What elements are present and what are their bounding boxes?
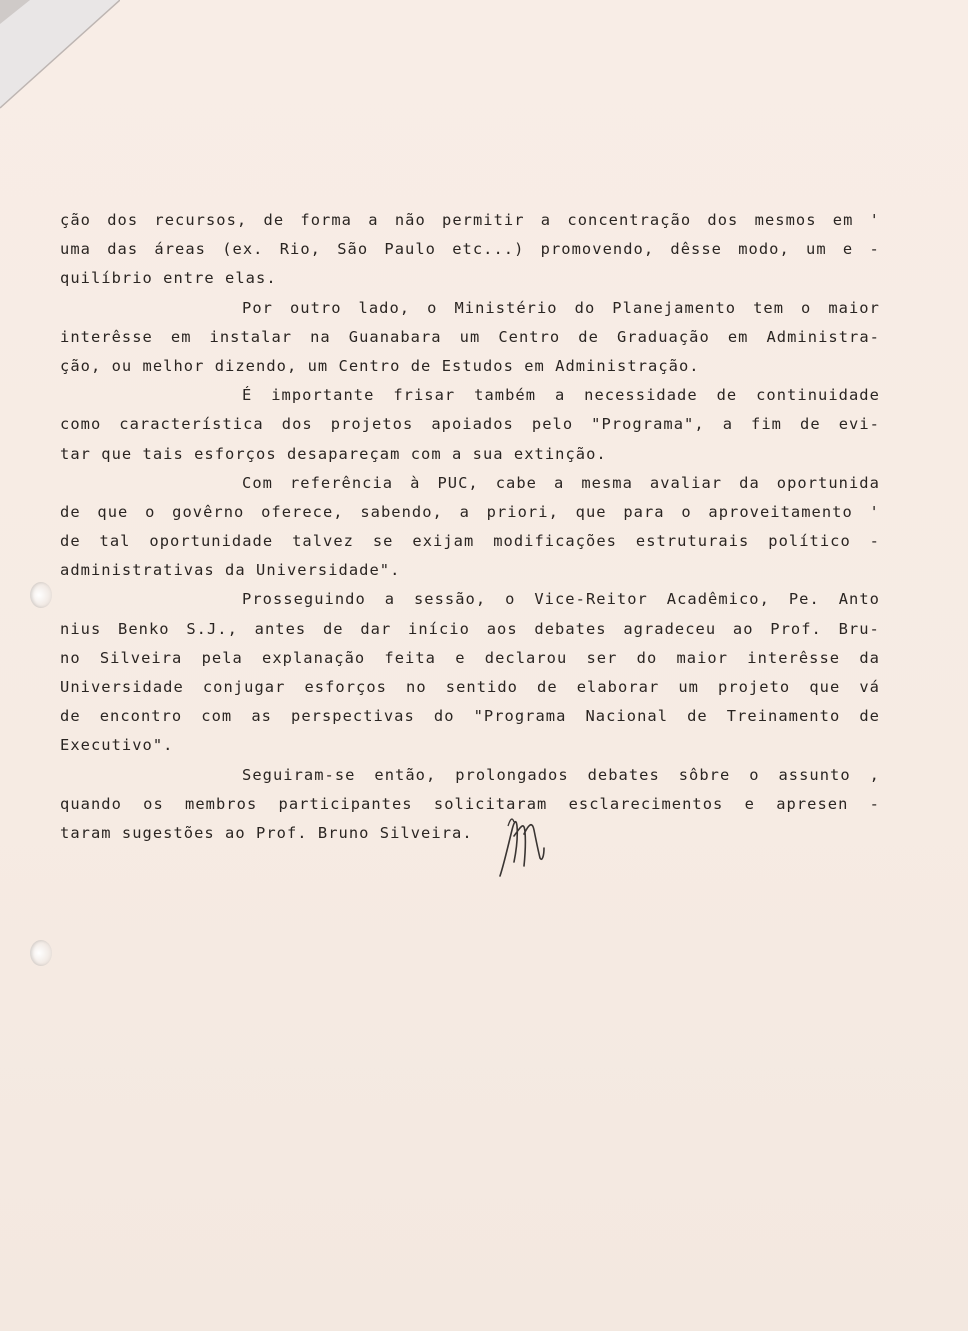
punch-hole-bottom	[30, 940, 52, 966]
word: uma	[60, 240, 91, 259]
text-line-18	[60, 702, 880, 731]
word: de	[859, 707, 880, 726]
word: frisar	[393, 386, 456, 405]
word: explanação	[262, 648, 366, 667]
word: sessão,	[413, 590, 487, 609]
word: priori,	[486, 502, 559, 521]
word: Prosseguindo	[242, 590, 366, 609]
word: de	[800, 415, 821, 434]
word: de	[263, 211, 285, 229]
word: que	[809, 678, 841, 696]
text-line-13: administrativas da Universidade".	[60, 561, 401, 580]
word: São	[337, 240, 369, 259]
word: Centro	[498, 327, 561, 346]
word: político	[768, 532, 851, 551]
word: Nacional	[585, 707, 669, 726]
word: ao	[732, 619, 754, 638]
word: de	[60, 707, 81, 726]
text-line-7	[60, 381, 880, 410]
word: projetos	[330, 415, 414, 434]
word: no	[60, 648, 81, 667]
word: início	[408, 619, 470, 638]
word: sôbre	[678, 765, 731, 784]
word: Treinamento	[726, 707, 841, 726]
text-line-1	[60, 206, 880, 235]
word: da	[859, 648, 880, 667]
word: um	[806, 240, 827, 259]
word: e	[455, 648, 466, 667]
word: Pe.	[788, 590, 820, 609]
word: continuidade	[756, 386, 880, 405]
word: etc...)	[452, 240, 525, 259]
word: Benko	[118, 619, 170, 638]
handwritten-initials	[498, 806, 558, 880]
text-line-12	[60, 527, 880, 556]
word: apoiados	[431, 415, 514, 434]
word: oportunidade	[149, 532, 274, 551]
word: dêsse	[670, 240, 722, 259]
word: esclarecimentos	[568, 794, 724, 813]
word: tem	[753, 298, 785, 317]
word: que	[575, 502, 607, 521]
word: de	[716, 386, 738, 405]
word: mesmos	[754, 211, 817, 229]
word: os	[143, 794, 164, 813]
word: Com	[242, 473, 273, 492]
word: ser	[586, 648, 618, 667]
word: como	[60, 415, 102, 434]
word: não	[394, 211, 426, 229]
word: agradeceu	[623, 619, 717, 638]
word: participantes	[278, 794, 413, 813]
typed-text	[60, 206, 880, 848]
word: característica	[119, 415, 264, 434]
word: "Programa",	[591, 415, 705, 434]
text-line-22: taram sugestões ao Prof. Bruno Silveira.	[60, 823, 473, 842]
word: se	[372, 532, 394, 551]
word: encontro	[99, 707, 183, 726]
word: vá	[859, 678, 880, 696]
word: e	[744, 794, 755, 813]
word: projeto	[718, 678, 791, 696]
word: Prof.	[770, 619, 822, 638]
word: importante	[271, 386, 375, 405]
word: da	[739, 473, 760, 492]
word: Guanabara	[348, 327, 442, 346]
word: a	[459, 502, 470, 521]
word: dos	[707, 211, 739, 229]
word: debates	[534, 619, 607, 638]
text-line-3: quilíbrio entre elas.	[60, 269, 277, 288]
text-line-5	[60, 323, 880, 352]
word: sabendo,	[360, 502, 443, 521]
folded-corner	[0, 0, 120, 120]
word: ção	[60, 211, 91, 229]
text-line-17	[60, 673, 880, 702]
word: Silveira	[99, 648, 183, 667]
word: de	[60, 532, 81, 551]
word: referência	[289, 473, 394, 492]
word: dos	[107, 211, 139, 229]
word: de	[687, 707, 708, 726]
word: o	[427, 298, 438, 317]
word: das	[107, 240, 139, 259]
text-line-8	[60, 410, 880, 439]
word: de	[60, 502, 81, 521]
word: e	[842, 240, 854, 259]
word: govêrno	[172, 502, 245, 521]
word: a	[540, 211, 552, 229]
word: declarou	[484, 648, 568, 667]
word: interêsse	[747, 648, 841, 667]
word: fim	[751, 415, 782, 434]
word: de	[322, 619, 344, 638]
text-line-6: ção, ou melhor dizendo, um Centro de Estudos em Administração.	[60, 356, 700, 375]
word: o	[749, 765, 760, 784]
word: estruturais	[635, 532, 750, 551]
word: no	[406, 678, 427, 696]
word: Planejamento	[612, 298, 737, 317]
text-line-9: tar que tais esforços desapareçam com a sua extinção.	[60, 444, 607, 463]
word: '	[869, 211, 880, 229]
word: PUC,	[437, 473, 479, 492]
word: Seguiram-se	[242, 765, 356, 784]
word: aos	[486, 619, 518, 638]
text-line-16	[60, 644, 880, 673]
word: S.J.,	[186, 619, 238, 638]
word: Universidade	[60, 678, 184, 696]
word: Vice-Reitor	[534, 590, 648, 609]
word: apresen	[776, 794, 849, 813]
word: Administra-	[766, 327, 880, 346]
word: Ministério	[454, 298, 558, 317]
word: Bru-	[838, 619, 880, 638]
word: outro	[289, 298, 342, 317]
word: pela	[201, 648, 243, 667]
word: em	[832, 211, 854, 229]
word: instalar	[209, 327, 293, 346]
text-line-2	[60, 235, 880, 264]
word: feita	[384, 648, 437, 667]
word: modo,	[738, 240, 790, 259]
word: evi-	[838, 415, 880, 434]
word: do	[433, 707, 455, 726]
word: a	[722, 415, 734, 434]
text-line-20	[60, 761, 880, 790]
word: cabe	[495, 473, 537, 492]
word: interêsse	[60, 327, 153, 346]
word: maior	[828, 298, 880, 317]
word: então,	[374, 765, 437, 784]
word: antes	[254, 619, 307, 638]
text-line-21	[60, 790, 880, 819]
word: dos	[281, 415, 313, 434]
punch-hole-top	[30, 582, 52, 608]
word: -	[869, 240, 880, 259]
word: "Programa	[473, 707, 567, 726]
word: Anto	[838, 590, 880, 609]
word: tal	[99, 532, 131, 551]
word: lado,	[358, 298, 411, 317]
word: com	[201, 707, 233, 726]
word: áreas	[154, 240, 206, 259]
word: -	[869, 794, 880, 813]
word: oportunida	[776, 473, 880, 492]
word: modificações	[493, 532, 617, 551]
word: -	[869, 532, 880, 551]
word: membros	[185, 794, 258, 813]
word: de	[578, 327, 599, 346]
word: o	[801, 298, 812, 317]
word: perspectivas	[291, 707, 415, 726]
word: quando	[60, 794, 122, 813]
word: assunto	[778, 765, 851, 784]
word: exijam	[412, 532, 475, 551]
word: a	[554, 386, 566, 405]
word: o	[505, 590, 516, 609]
word: avaliar	[649, 473, 723, 492]
word: pelo	[531, 415, 574, 434]
text-line-14	[60, 585, 880, 614]
word: esforços	[304, 678, 387, 696]
word: oferece,	[261, 502, 344, 521]
word: também	[474, 386, 537, 405]
word: um	[678, 678, 699, 696]
word: mesma	[581, 473, 633, 492]
word: '	[869, 502, 880, 521]
word: recursos,	[154, 211, 248, 229]
word: que	[97, 502, 129, 521]
word: concentração	[567, 211, 692, 229]
word: elaborar	[576, 678, 660, 696]
text-line-10	[60, 469, 880, 498]
word: aproveitamento	[708, 502, 853, 521]
word: dar	[360, 619, 392, 638]
text-line-15	[60, 615, 880, 644]
word: em	[170, 327, 192, 346]
text-line-11	[60, 498, 880, 527]
word: ,	[869, 765, 880, 784]
word: Acadêmico,	[666, 590, 770, 609]
word: permitir	[442, 211, 525, 229]
word: sentido	[445, 678, 518, 696]
word: (ex.	[222, 240, 264, 259]
word: Graduação	[616, 327, 710, 346]
word: a	[368, 211, 379, 229]
text-line-4	[60, 294, 880, 323]
word: de	[537, 678, 558, 696]
word: as	[251, 707, 272, 726]
word: para	[623, 502, 665, 521]
word: a	[553, 473, 565, 492]
word: necessidade	[584, 386, 698, 405]
word: Por	[242, 298, 273, 317]
word: maior	[676, 648, 729, 667]
word: talvez	[292, 532, 354, 551]
word: É	[242, 386, 253, 405]
word: na	[310, 327, 331, 346]
word: à	[410, 473, 421, 492]
word: a	[384, 590, 396, 609]
word: forma	[300, 211, 352, 229]
word: do	[574, 298, 596, 317]
word: solicitaram	[433, 794, 548, 813]
word: o	[681, 502, 692, 521]
text-line-19: Executivo".	[60, 736, 174, 755]
word: nius	[60, 619, 102, 638]
word: do	[636, 648, 658, 667]
word: conjugar	[202, 678, 286, 696]
word: o	[145, 502, 156, 521]
word: Paulo	[384, 240, 436, 259]
word: em	[727, 327, 749, 346]
word: Rio,	[279, 240, 321, 259]
word: prolongados	[455, 765, 569, 784]
word: debates	[587, 765, 660, 784]
word: um	[459, 327, 481, 346]
word: promovendo,	[540, 240, 655, 259]
